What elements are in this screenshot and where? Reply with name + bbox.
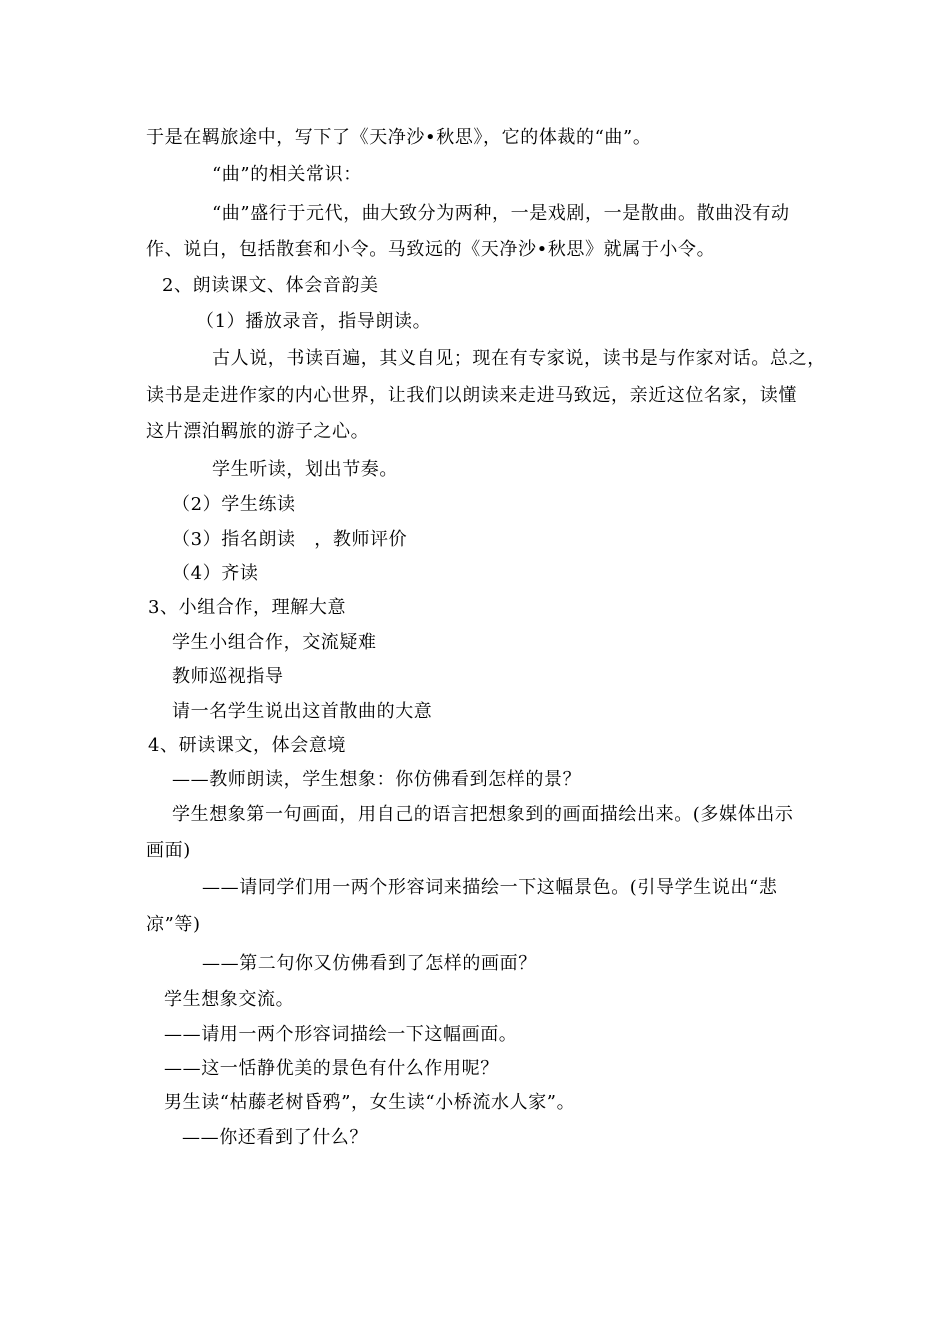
text-line-28: 男生读“枯藤老树昏鸦”，女生读“小桥流水人家”。 [164,1092,576,1113]
text-line-9: 这片漂泊羁旅的游子之心。 [146,421,370,442]
text-line-23: 凉”等) [146,914,201,935]
text-line-8: 读书是走进作家的内心世界，让我们以朗读来走进马致远，亲近这位名家，读懂 [146,385,797,406]
text-line-4: 作、说白，包括散套和小令。马致远的《天净沙•秋思》就属于小令。 [146,239,716,260]
text-line-21: 画面) [146,840,191,861]
text-line-2: “曲”的相关常识： [212,164,362,185]
text-line-22: ——请同学们用一两个形容词来描绘一下这幅景色。(引导学生说出“悲 [202,877,778,898]
text-line-3: “曲”盛行于元代，曲大致分为两种，一是戏剧，一是散曲。散曲没有动 [212,203,790,224]
text-line-5: 2、朗读课文、体会音韵美 [162,275,379,296]
text-line-29: ——你还看到了什么？ [182,1127,368,1148]
text-line-14: 3、小组合作，理解大意 [148,597,347,618]
text-line-16: 教师巡视指导 [172,666,284,687]
text-line-7: 古人说，书读百遍，其义自见；现在有专家说，读书是与作家对话。总之， [212,348,826,369]
text-line-1: 于是在羁旅途中，写下了《天净沙•秋思》，它的体裁的“曲”。 [146,127,652,148]
text-line-27: ——这一恬静优美的景色有什么作用呢？ [164,1058,499,1079]
text-line-19: ——教师朗读，学生想象：你仿佛看到怎样的景？ [172,769,582,790]
text-line-11: （2）学生练读 [172,494,296,515]
text-line-13: （4）齐读 [172,563,259,584]
text-line-18: 4、研读课文，体会意境 [148,735,347,756]
text-line-15: 学生小组合作，交流疑难 [172,632,377,653]
text-line-10: 学生听读，划出节奏。 [212,459,398,480]
text-line-12: （3）指名朗读 ，教师评价 [172,529,408,550]
text-line-17: 请一名学生说出这首散曲的大意 [172,701,433,722]
text-line-26: ——请用一两个形容词描绘一下这幅画面。 [164,1024,518,1045]
text-line-6: （1）播放录音，指导朗读。 [196,311,432,332]
text-line-25: 学生想象交流。 [164,989,295,1010]
text-line-20: 学生想象第一句画面，用自己的语言把想象到的画面描绘出来。(多媒体出示 [172,804,794,825]
text-line-24: ——第二句你又仿佛看到了怎样的画面？ [202,953,537,974]
